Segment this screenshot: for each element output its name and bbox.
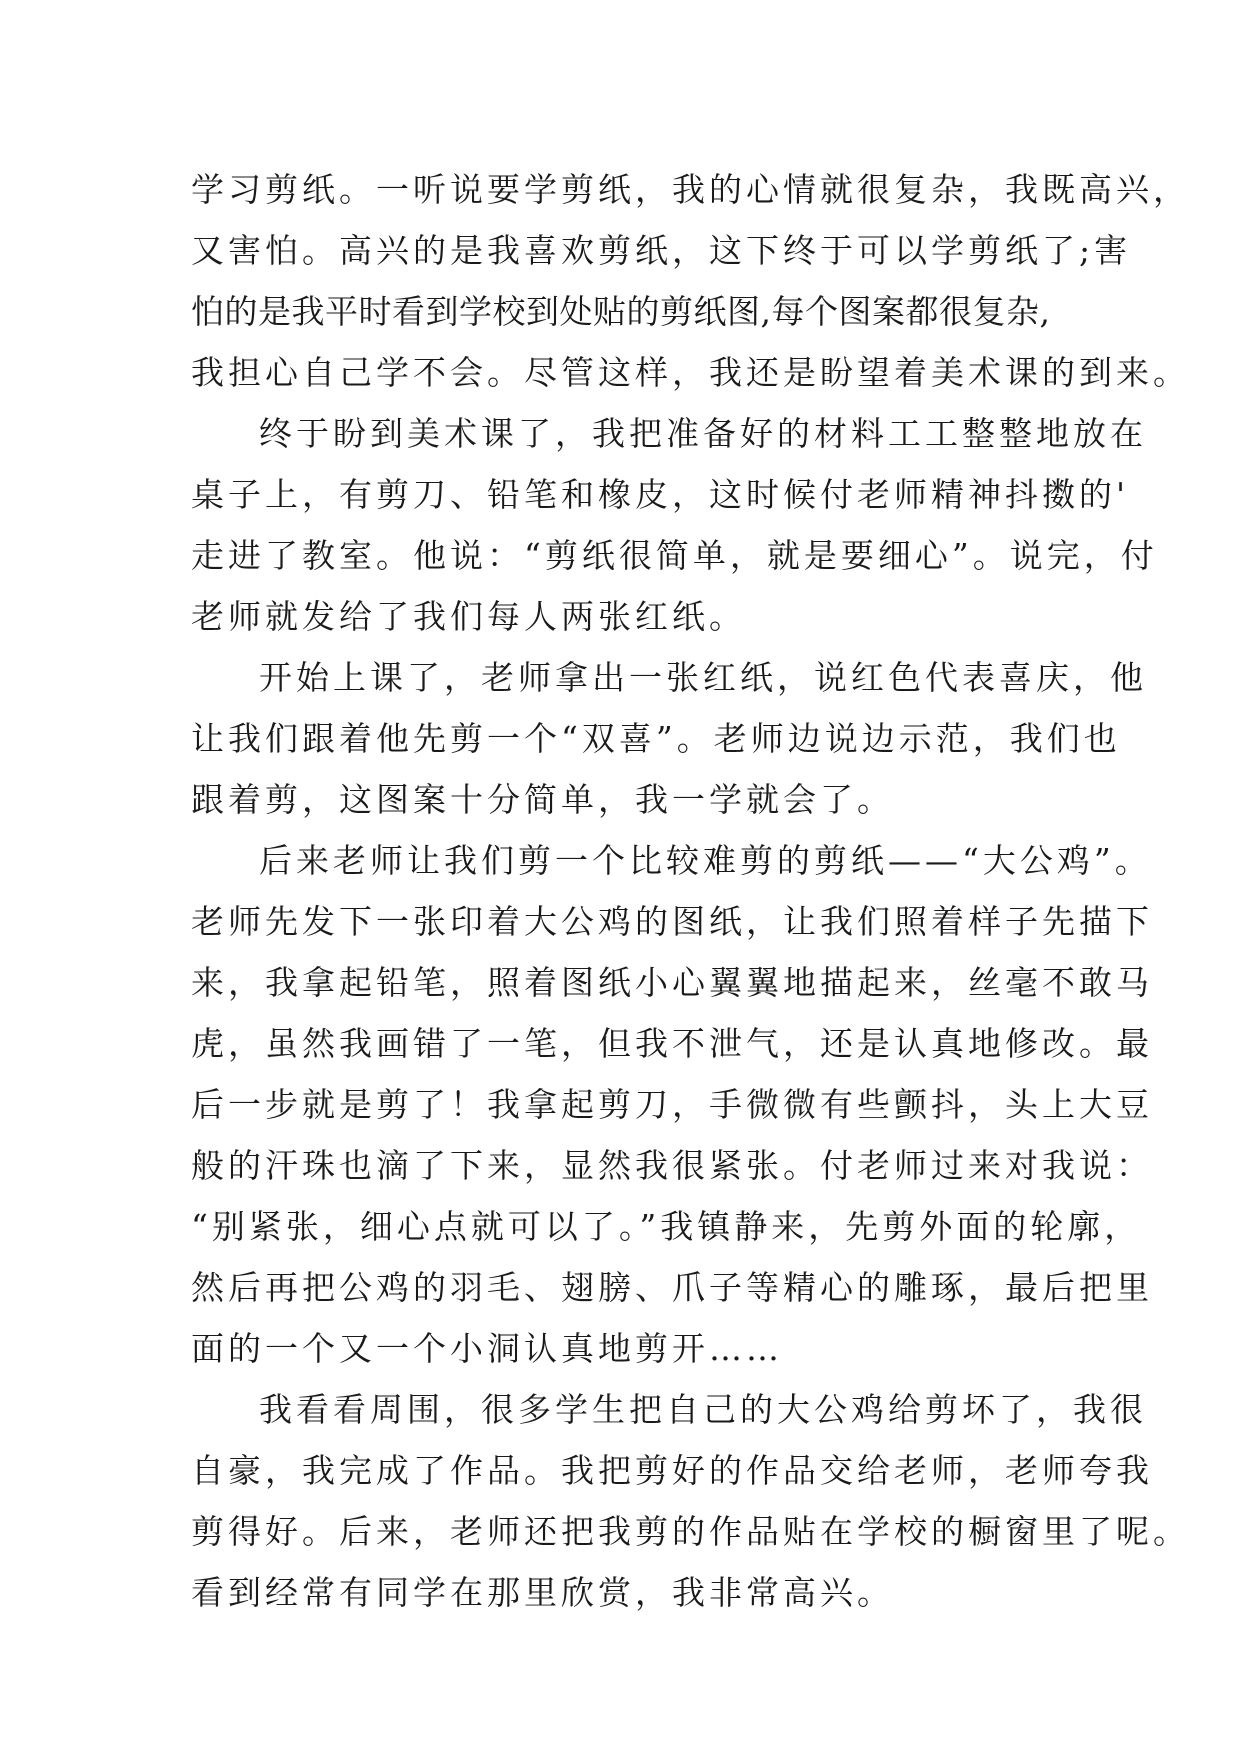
- text-line-10: 让我们跟着他先剪一个“双喜”。老师边说边示范，我们也: [191, 719, 1121, 758]
- text-line-2: 又害怕。高兴的是我喜欢剪纸，这下终于可以学剪纸了;害: [191, 231, 1132, 270]
- text-line-1: 学习剪纸。一听说要学剪纸，我的心情就很复杂，我既高兴，: [191, 170, 1190, 209]
- paragraph-start-line: 开始上课了，老师拿出一张红纸，说红色代表喜庆，他: [259, 658, 1147, 697]
- essay-body: [191, 159, 1190, 1623]
- text-line-7: 走进了教室。他说：“剪纸很简单，就是要细心”。说完，付: [191, 536, 1158, 575]
- text-line-20: 面的一个又一个小洞认真地剪开……: [191, 1329, 783, 1368]
- paragraph-start-line: 我看看周围，很多学生把自己的大公鸡给剪坏了，我很: [259, 1390, 1147, 1429]
- text-line-17: 般的汗珠也滴了下来，显然我很紧张。付老师过来对我说：: [191, 1146, 1153, 1185]
- text-line-8: 老师就发给了我们每人两张红纸。: [191, 597, 746, 636]
- text-line-4: 我担心自己学不会。尽管这样，我还是盼望着美术课的到来。: [191, 353, 1190, 392]
- text-line-18: “别紧张，细心点就可以了。”我镇静来，先剪外面的轮廓，: [191, 1207, 1142, 1246]
- text-line-23: 剪得好。后来，老师还把我剪的作品贴在学校的橱窗里了呢。: [191, 1512, 1190, 1551]
- paragraph-start-line: 后来老师让我们剪一个比较难剪的剪纸——“大公鸡”。: [259, 841, 1152, 880]
- text-line-6: 桌子上，有剪刀、铅笔和橡皮，这时候付老师精神抖擞的': [191, 475, 1130, 514]
- text-line-22: 自豪，我完成了作品。我把剪好的作品交给老师，老师夸我: [191, 1451, 1153, 1490]
- text-line-15: 虎，虽然我画错了一笔，但我不泄气，还是认真地修改。最: [191, 1024, 1153, 1063]
- text-line-16: 后一步就是剪了！我拿起剪刀，手微微有些颤抖，头上大豆: [191, 1085, 1153, 1124]
- paragraph-start-line: 终于盼到美术课了，我把准备好的材料工工整整地放在: [259, 414, 1147, 453]
- text-line-24: 看到经常有同学在那里欣赏，我非常高兴。: [191, 1573, 894, 1612]
- text-line-13: 老师先发下一张印着大公鸡的图纸，让我们照着样子先描下: [191, 902, 1153, 941]
- text-line-14: 来，我拿起铅笔，照着图纸小心翼翼地描起来，丝毫不敢马: [191, 963, 1153, 1002]
- text-line-19: 然后再把公鸡的羽毛、翅膀、爪子等精心的雕琢，最后把里: [191, 1268, 1153, 1307]
- text-line-3: 怕的是我平时看到学校到处贴的剪纸图,每个图案都很复杂,: [191, 292, 1051, 331]
- text-line-11: 跟着剪，这图案十分简单，我一学就会了。: [191, 780, 894, 819]
